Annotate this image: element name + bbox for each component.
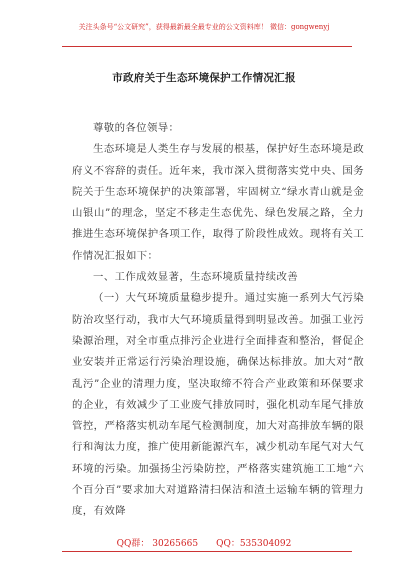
header-note: 关注头条号“公文研究”，获得最新最全最专业的公文资料库！ 微信：gongwenyj: [78, 23, 330, 31]
footer-contact: [0, 536, 408, 549]
document-title: 市政府关于生态环境保护工作情况汇报: [112, 72, 296, 84]
intro-paragraph: 生态环境是人类生存与发展的根基，保护好生态环境是政府义不容辞的责任。近年来，我市深入贯彻落实党中央、国务院关于生态环境保护的决策部署，牢固树立“绿水青山就是金山银山”的理念，坚定不移走生态优先、绿色发展之路，全力推进生态环境保护各项工作，取得了阶段性成效。现将有关工作情况汇报如下：: [72, 143, 364, 262]
section-heading: 一、工作成效显著，生态环境质量持续改善: [93, 271, 299, 284]
footer-divider: [62, 551, 352, 552]
document-body: [72, 118, 364, 523]
salutation: 尊敬的各位领导：: [93, 122, 180, 134]
subsection-paragraph: （一）大气环境质量稳步提升。通过实施一系列大气污染防治攻坚行动，我市大气环境质量得到明显改善。加强工业污染源治理，对全市重点排污企业进行全面排查和整治，督促企业安装并正常运行污染治理设施，确保达标排放。加大对“散乱污”企业的清理力度，坚决取缔不符合产业政策和环保要求的企业，有效减少了工业废气排放同时，强化机动车尾气排放管控，严格落实机动车尾气检测制度，加大对高排放车辆的限行和淘汰力度，推广使用新能源汽车，减少机动车尾气对大气环境的污染。加强扬尘污染防控，严格落实建筑施工工地“六个百分百”要求加大对道路清扫保洁和渣土运输车辆的管理力度，有效降: [72, 292, 364, 518]
qq-number: QQ：535304092: [216, 539, 292, 549]
qq-group-number: QQ群： 30265665: [116, 539, 199, 549]
header-divider: [62, 46, 352, 47]
